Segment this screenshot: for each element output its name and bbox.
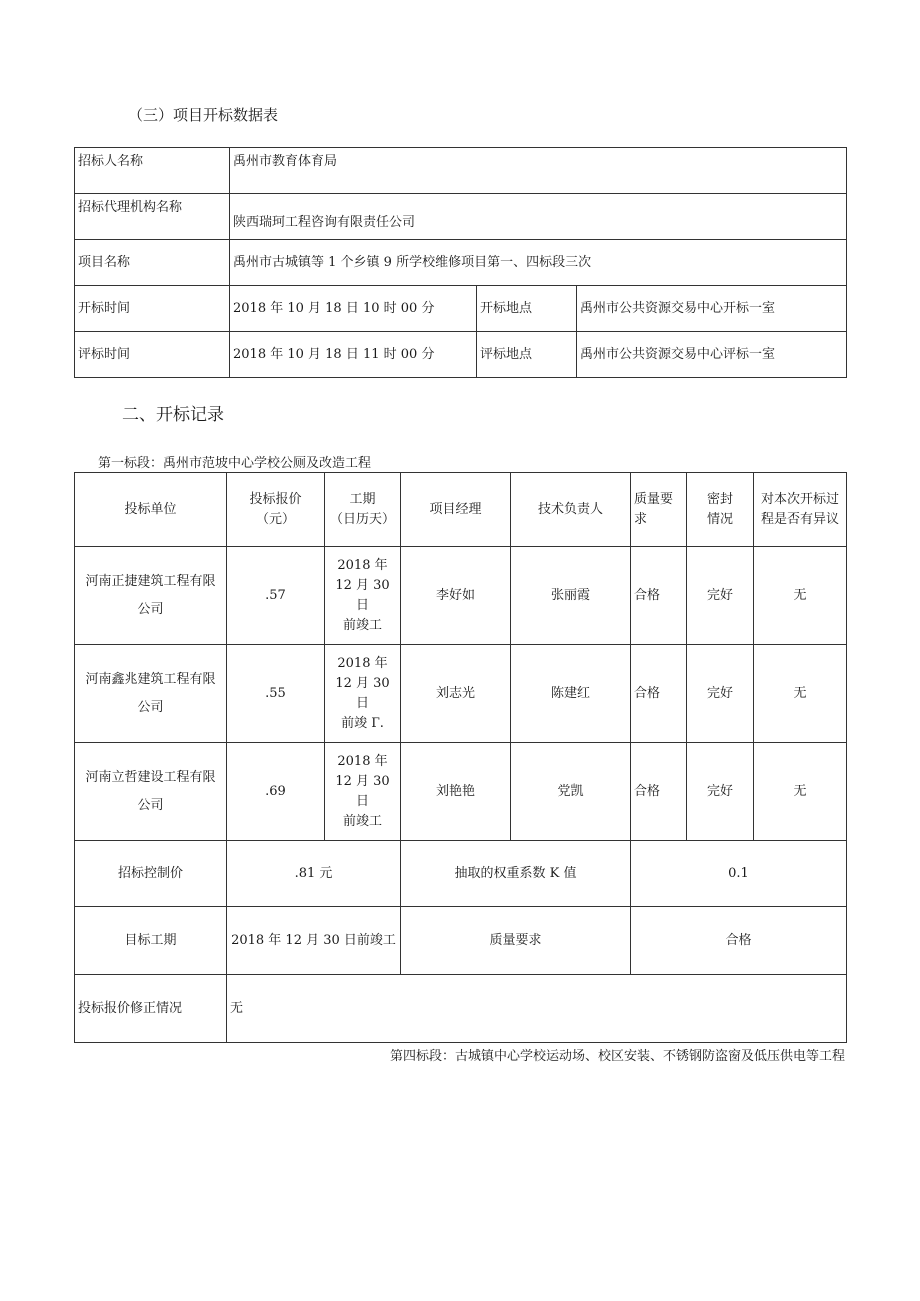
- info-row-tenderer: [75, 148, 847, 194]
- bid-seal: 完好: [687, 645, 754, 743]
- section-2-title: 二、开标记录: [122, 405, 224, 425]
- bid-tech: 党凯: [511, 743, 631, 841]
- section-3-title: （三）项目开标数据表: [128, 106, 279, 124]
- bid-quality: 合格: [631, 547, 687, 645]
- info-label: 招标代理机构名称: [75, 194, 230, 240]
- header-quality: 质量要 求: [631, 473, 687, 547]
- bidder-name: 河南立哲建设工程有限 公司: [75, 743, 227, 841]
- header-objection: 对本次开标过 程是否有异议: [754, 473, 847, 547]
- bid-price: .69: [227, 743, 325, 841]
- bid-period: 2018 年 12 月 30 日 前竣工: [325, 743, 401, 841]
- header-row: [75, 473, 847, 547]
- lot-1-title: 第一标段：禹州市范坡中心学校公厕及改造工程: [98, 456, 372, 471]
- info-value: 禹州市教育体育局: [230, 148, 847, 194]
- info-label: 项目名称: [75, 240, 230, 286]
- lot-4-title: 第四标段：古城镇中心学校运动场、校区安装、不锈钢防盗窗及低压供电等工程: [389, 1049, 845, 1064]
- bidder-name: 河南正捷建筑工程有限 公司: [75, 547, 227, 645]
- control-price-value: .81 元: [227, 841, 401, 907]
- control-price-row: [75, 841, 847, 907]
- opening-data-table: [74, 147, 847, 378]
- info-label: 招标人名称: [75, 148, 230, 194]
- price-correction-value: 无: [227, 975, 847, 1043]
- price-correction-row: [75, 975, 847, 1043]
- bidder-row: [75, 645, 847, 743]
- bid-record-table: [74, 472, 847, 1043]
- bid-manager: 刘艳艳: [401, 743, 511, 841]
- info-value: 禹州市古城镇等 1 个乡镇 9 所学校维修项目第一、四标段三次: [230, 240, 847, 286]
- info-row-opening: [75, 286, 847, 332]
- target-period-row: [75, 907, 847, 975]
- quality-requirement-value: 合格: [631, 907, 847, 975]
- bid-objection: 无: [754, 645, 847, 743]
- info-row-project: [75, 240, 847, 286]
- info-value: 2018 年 10 月 18 日 10 时 00 分: [230, 286, 477, 332]
- quality-requirement-label: 质量要求: [401, 907, 631, 975]
- bidder-row: [75, 743, 847, 841]
- header-bidder: 投标单位: [75, 473, 227, 547]
- header-period: 工期 （日历天）: [325, 473, 401, 547]
- k-value-label: 抽取的权重系数 K 值: [401, 841, 631, 907]
- info-value: 陕西瑞珂工程咨询有限责任公司: [230, 194, 847, 240]
- header-tech: 技术负责人: [511, 473, 631, 547]
- header-seal: 密封 情况: [687, 473, 754, 547]
- bid-tech: 张丽霞: [511, 547, 631, 645]
- header-price: 投标报价 （元）: [227, 473, 325, 547]
- info-value: 禹州市公共资源交易中心评标一室: [577, 332, 847, 378]
- info-label: 开标地点: [477, 286, 577, 332]
- bid-price: .57: [227, 547, 325, 645]
- info-row-agency: [75, 194, 847, 240]
- bid-manager: 刘志光: [401, 645, 511, 743]
- bid-period: 2018 年 12 月 30 日 前竣 Г.: [325, 645, 401, 743]
- bid-objection: 无: [754, 743, 847, 841]
- target-period-value: 2018 年 12 月 30 日前竣工: [227, 907, 401, 975]
- target-period-label: 目标工期: [75, 907, 227, 975]
- bid-price: .55: [227, 645, 325, 743]
- bid-seal: 完好: [687, 547, 754, 645]
- bid-quality: 合格: [631, 645, 687, 743]
- bid-period: 2018 年 12 月 30 日 前竣工: [325, 547, 401, 645]
- bidder-name: 河南鑫兆建筑工程有限 公司: [75, 645, 227, 743]
- bid-objection: 无: [754, 547, 847, 645]
- control-price-label: 招标控制价: [75, 841, 227, 907]
- bid-quality: 合格: [631, 743, 687, 841]
- bid-manager: 李好如: [401, 547, 511, 645]
- info-value: 禹州市公共资源交易中心开标一室: [577, 286, 847, 332]
- price-correction-label: 投标报价修正情况: [75, 975, 227, 1043]
- bid-tech: 陈建红: [511, 645, 631, 743]
- bid-seal: 完好: [687, 743, 754, 841]
- info-row-evaluation: [75, 332, 847, 378]
- header-manager: 项目经理: [401, 473, 511, 547]
- info-label: 评标时间: [75, 332, 230, 378]
- info-label: 评标地点: [477, 332, 577, 378]
- info-value: 2018 年 10 月 18 日 11 时 00 分: [230, 332, 477, 378]
- bidder-row: [75, 547, 847, 645]
- info-label: 开标时间: [75, 286, 230, 332]
- k-value: 0.1: [631, 841, 847, 907]
